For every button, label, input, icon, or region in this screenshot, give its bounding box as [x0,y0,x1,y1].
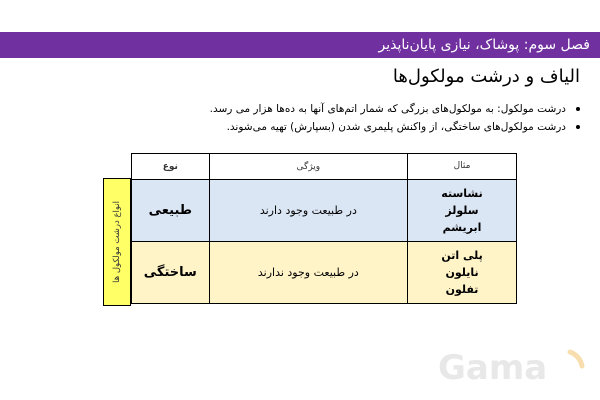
macromolecule-table [131,153,517,304]
table-row [132,180,517,242]
example-item: نشاسته [441,187,483,200]
examples-cell [408,180,517,242]
chapter-title: فصل سوم: پوشاک، نیازی پایان‌ناپذیر [378,37,590,53]
header-property: ویژگی [209,154,407,180]
chapter-header-bar [0,32,600,58]
bullet-list [160,102,580,138]
example-item: ابریشم [442,221,482,234]
logo-text: Gama [438,348,548,386]
table-row [132,242,517,304]
bullet-item [160,120,580,134]
property-cell: در طبیعت وجود ندارند [209,242,407,304]
bullet-text: درشت مولکول: به مولکول‌های بزرگی که شمار اتم‌های آنها به ده‌ها هزار می رسد. [209,103,566,115]
side-label: انواع درشت مولکول ها [112,201,122,283]
slide-title: الیاف و درشت مولکول‌ها [392,66,580,87]
side-label-cell [103,178,131,306]
example-item: پلی اتن [441,249,483,262]
bullet-text: درشت مولکول‌های ساختگی، از واکنش پلیمری شدن (بسپارش) تهیه می‌شوند. [226,121,566,133]
property-cell: در طبیعت وجود دارند [209,180,407,242]
header-example: مثال [408,154,517,180]
bullet-item [160,102,580,116]
type-cell: طبیعی [132,180,210,242]
gama-logo [432,346,592,386]
header-type: نوع [132,154,210,180]
example-item: تفلون [445,283,479,296]
example-item: نایلون [445,266,479,279]
examples-cell [408,242,517,304]
type-cell: ساختگی [132,242,210,304]
macromolecule-table-wrapper [103,153,517,306]
bullet-dot-icon [576,125,580,129]
bullet-dot-icon [576,107,580,111]
example-item: سلولز [445,204,479,217]
table-header-row [132,154,517,180]
